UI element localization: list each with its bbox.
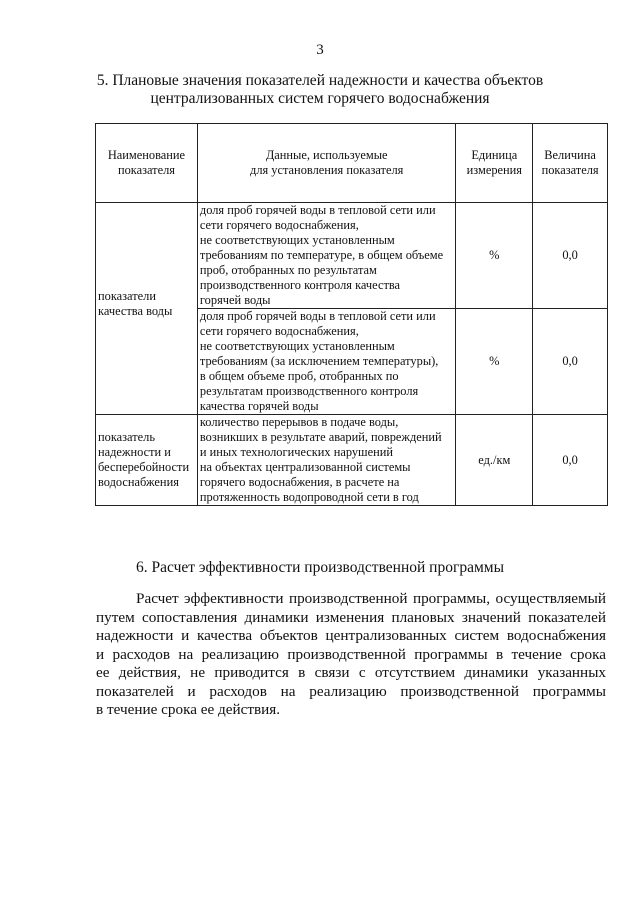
section-5-title-line-2: централизованных систем горячего водоснабжения	[150, 90, 490, 107]
header-value	[533, 124, 608, 203]
row2-data-line: не соответствующих установленным	[199, 339, 395, 353]
section-5-title	[96, 72, 544, 108]
header-col4-line2: показателя	[541, 163, 599, 177]
group2-name-line: бесперебойности	[98, 460, 190, 474]
section-6-title: 6. Расчет эффективности производственной программы	[136, 559, 504, 576]
row2-data-line: результатам производственного контроля	[199, 384, 419, 398]
row2-data-cell	[197, 309, 456, 415]
row3-data-line: на объектах централизованной системы	[199, 460, 411, 474]
row3-data-line: и иных технологических нарушений	[199, 445, 393, 459]
header-col1-line2: показателя	[117, 163, 175, 177]
row1-data-line: не соответствующих установленным	[199, 233, 395, 247]
paragraph-line: путем сопоставления динамики изменения плановых значений показателей	[96, 608, 606, 626]
header-col2-line2: для установления показателя	[250, 163, 404, 177]
row1-data-line: проб, отобранных по результатам	[199, 263, 377, 277]
header-indicator-name	[96, 124, 198, 203]
row1-data-line: горячей воды	[199, 293, 271, 307]
row2-data-line: качества горячей воды	[199, 399, 319, 413]
header-col1-line1: Наименование	[107, 148, 186, 162]
row3-data-cell	[197, 415, 456, 506]
paragraph-line: ее действия, не приводится в связи с отсутствием динамики указанных	[96, 664, 606, 681]
indicators-table	[95, 123, 608, 506]
header-unit	[456, 124, 533, 203]
group1-name-line1: показатели	[98, 289, 156, 303]
row1-data-line: доля проб горячей воды в тепловой сети или	[199, 203, 436, 217]
table-row	[96, 203, 608, 309]
group1-name-line2: качества воды	[98, 304, 173, 318]
row3-data-line: протяженность водопроводной сети в год	[199, 490, 419, 504]
row2-data-line: в общем объеме проб, отобранных по	[199, 369, 399, 383]
row1-value: 0,0	[533, 203, 608, 309]
header-col3-line2: измерения	[466, 163, 522, 177]
row1-unit: %	[456, 203, 533, 309]
row2-value: 0,0	[533, 309, 608, 415]
paragraph-line: и расходов на реализацию производственной программы в течение срока	[96, 645, 606, 663]
group2-name-line: водоснабжения	[98, 475, 179, 489]
page-number: 3	[316, 42, 324, 58]
row1-data-line: требованиям по температуре, в общем объеме	[199, 248, 444, 262]
row3-unit: ед./км	[456, 415, 533, 506]
paragraph-line: показателей и расходов на реализацию производственной программы	[96, 682, 606, 700]
group-water-quality-name	[96, 203, 198, 415]
paragraph-line: в течение срока ее действия.	[96, 701, 281, 718]
row3-data-line: горячего водоснабжения, в расчете на	[199, 475, 400, 489]
row1-data-line: производственного контроля качества	[199, 278, 401, 292]
row3-data-line: количество перерывов в подаче воды,	[199, 415, 399, 429]
header-col4-line1: Величина	[544, 148, 596, 162]
row2-data-line: сети горячего водоснабжения,	[199, 324, 359, 338]
header-col2-line1: Данные, используемые	[265, 148, 388, 162]
row1-data-line: сети горячего водоснабжения,	[199, 218, 359, 232]
paragraph-line: надежности и качества объектов централизованных систем водоснабжения	[96, 627, 606, 644]
row1-data-cell	[197, 203, 456, 309]
row3-data-line: возникших в результате аварий, повреждений	[199, 430, 442, 444]
row2-unit: %	[456, 309, 533, 415]
paragraph-line: Расчет эффективности производственной программы, осуществляемый	[136, 590, 606, 607]
table-header-row	[96, 124, 608, 203]
header-data-used	[197, 124, 456, 203]
row3-value: 0,0	[533, 415, 608, 506]
group2-name-line: показатель	[98, 430, 155, 444]
header-col3-line1: Единица	[471, 148, 518, 162]
efficiency-paragraph	[96, 590, 606, 720]
table-row	[96, 415, 608, 506]
row2-data-line: требованиям (за исключением температуры),	[199, 354, 439, 368]
group2-name-line: надежности и	[98, 445, 171, 459]
group-reliability-name	[96, 415, 198, 506]
row2-data-line: доля проб горячей воды в тепловой сети или	[199, 309, 436, 323]
section-5-title-line-1: 5. Плановые значения показателей надежности и качества объектов	[96, 72, 544, 89]
